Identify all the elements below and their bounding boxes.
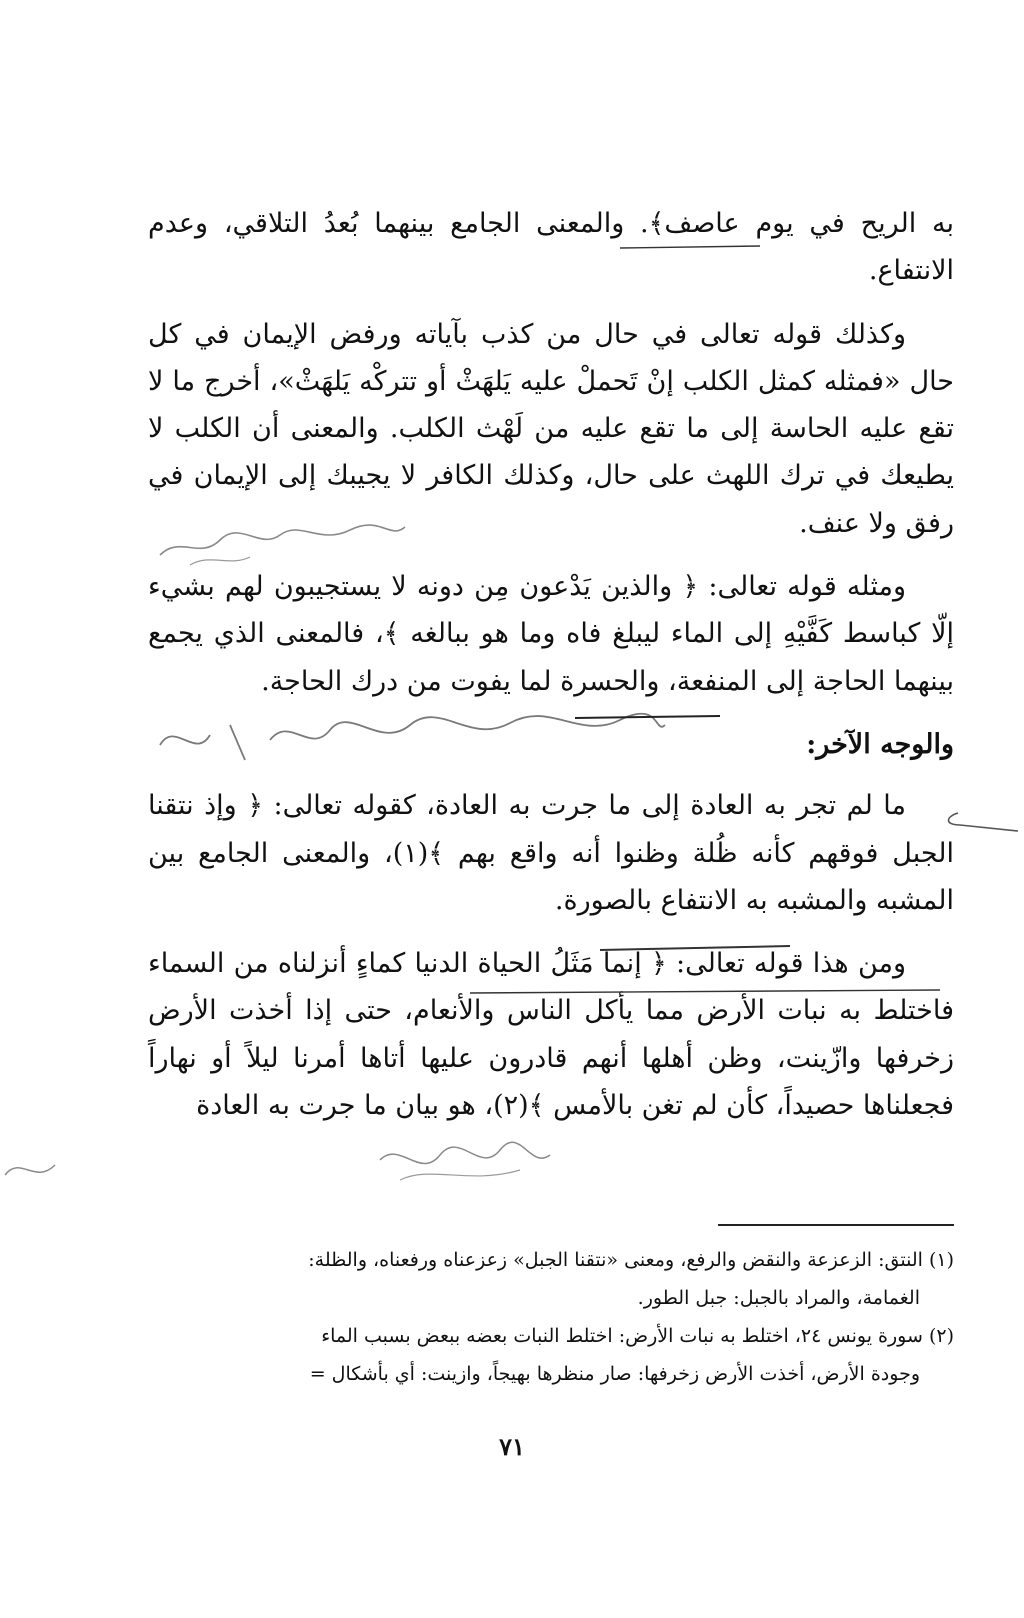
paragraph-2: وكذلك قوله تعالى في حال من كذب بآياته ورفض الإيمان في كل حال «فمثله كمثل الكلب إنْ تَحملْ عليه يَلهَثْ أو تتركْه يَلهَثْ»، أخرج ما لا تقع عليه الحاسة إلى ما تقع عليه من لَهْث الكلب. والمعنى أن الكلب لا يطيعك في ترك اللهث على حال، وكذلك الكافر لا يجيبك إلى الإيمان في رفق ولا عنف. bbox=[148, 318, 954, 539]
page-number: ٧١ bbox=[499, 1432, 525, 1461]
paragraph-4: ما لم تجر به العادة إلى ما جرت به العادة، كقوله تعالى: ﴿ وإذ نتقنا الجبل فوقهم كأنه ظُلة وظنوا أنه واقع بهم ﴾(١)، والمعنى الجامع بين المشبه والمشبه به الانتفاع بالصورة. bbox=[148, 790, 955, 916]
section-heading: والوجه الآخر: bbox=[806, 728, 954, 760]
paragraph-3: ومثله قوله تعالى: ﴿ والذين يَدْعون مِن دونه لا يستجيبون لهم بشيء إلّا كباسط كَفَّيْهِ إلى الماء ليبلغ فاه وما هو ببالغه ﴾، فالمعنى الذي يجمع بينهما الحاجة إلى المنفعة، والحسرة لما يفوت من درك الحاجة. bbox=[148, 571, 954, 697]
main-text bbox=[148, 200, 954, 1145]
footnote-2: (٢) سورة يونس ٢٤، اختلط به نبات الأرض: اختلط النبات بعضه ببعض بسبب الماء bbox=[321, 1325, 954, 1347]
footnote-1-continuation: الغمامة، والمراد بالجبل: جبل الطور. bbox=[637, 1287, 920, 1309]
footnote-separator bbox=[718, 1224, 954, 1226]
paragraph-1: به الريح في يوم عاصف﴾. والمعنى الجامع بينهما بُعدُ التلاقي، وعدم الانتفاع. bbox=[148, 208, 954, 287]
footnote-2-continuation: وجودة الأرض، أخذت الأرض زخرفها: صار منظرها بهيجاً، وازينت: أي بأشكال = bbox=[309, 1363, 920, 1385]
footnote-1: (١) النتق: الزعزعة والنقض والرفع، ومعنى «نتقنا الجبل» زعزعناه ورفعناه، والظلة: bbox=[308, 1249, 954, 1271]
footnotes bbox=[148, 1242, 954, 1394]
paragraph-5: ومن هذا قوله تعالى: ﴿ إنما مَثَلُ الحياة الدنيا كماءٍ أنزلناه من السماء فاختلط به نبات الأرض مما يأكل الناس والأنعام، حتى إذا أخذت الأرض زخرفها وازّينت، وظن أهلها أنهم قادرون عليها أتاها أمرنا ليلاً أو نهاراً فجعلناها حصيداً، كأن لم تغن بالأمس ﴾(٢)، هو بيان ما جرت به العادة bbox=[148, 948, 954, 1122]
